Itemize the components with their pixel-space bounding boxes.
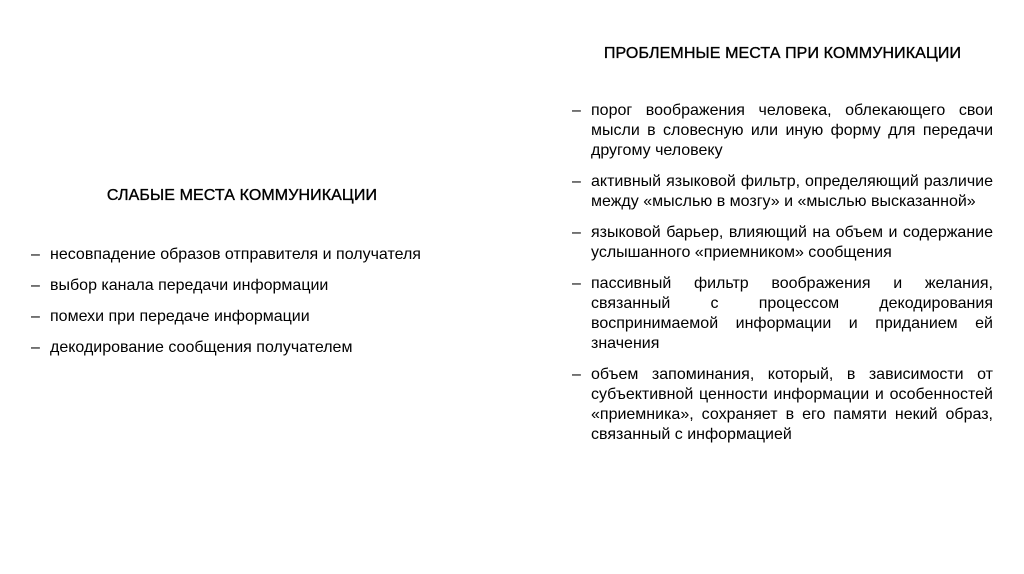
- dash-bullet-icon: –: [572, 173, 581, 190]
- list-item-text: объем запоминания, который, в зависимости от субъективной ценности информации и особенностей «приемника», сохраняет в его памяти некий образ, связанный с информацией: [591, 366, 993, 443]
- problem-points-list: [572, 101, 993, 445]
- list-item-text: выбор канала передачи информации: [50, 277, 329, 294]
- list-item-text: помехи при передаче информации: [50, 308, 310, 325]
- dash-bullet-icon: –: [572, 224, 581, 241]
- list-item-text: пассивный фильтр воображения и желания, связанный с процессом декодирования воспринимаемой информации и приданием ей значения: [591, 275, 993, 352]
- list-item-text: декодирование сообщения получателем: [50, 339, 353, 356]
- list-item-text: несовпадение образов отправителя и получателя: [50, 246, 421, 263]
- list-item: [31, 245, 453, 265]
- problem-points-section: [572, 45, 993, 456]
- list-item: [572, 172, 993, 212]
- dash-bullet-icon: –: [31, 246, 40, 263]
- dash-bullet-icon: –: [31, 339, 40, 356]
- dash-bullet-icon: –: [572, 275, 581, 292]
- list-item: [572, 223, 993, 263]
- list-item-text: языковой барьер, влияющий на объем и содержание услышанного «приемником» сообщения: [591, 224, 993, 261]
- dash-bullet-icon: –: [31, 277, 40, 294]
- problem-points-heading: ПРОБЛЕМНЫЕ МЕСТА ПРИ КОММУНИКАЦИИ: [603, 45, 962, 62]
- weak-points-section: [31, 187, 453, 369]
- list-item: [31, 338, 453, 358]
- list-item: [31, 307, 453, 327]
- list-item: [31, 276, 453, 296]
- dash-bullet-icon: –: [572, 102, 581, 119]
- list-item: [572, 365, 993, 445]
- list-item-text: активный языковой фильтр, определяющий различие между «мыслью в мозгу» и «мыслью высказанной»: [591, 173, 993, 210]
- list-item: [572, 274, 993, 354]
- list-item: [572, 101, 993, 161]
- dash-bullet-icon: –: [572, 366, 581, 383]
- list-item-text: порог воображения человека, облекающего свои мысли в словесную или иную форму для передачи другому человеку: [591, 102, 993, 159]
- weak-points-list: [31, 245, 453, 358]
- weak-points-heading: СЛАБЫЕ МЕСТА КОММУНИКАЦИИ: [106, 187, 378, 204]
- dash-bullet-icon: –: [31, 308, 40, 325]
